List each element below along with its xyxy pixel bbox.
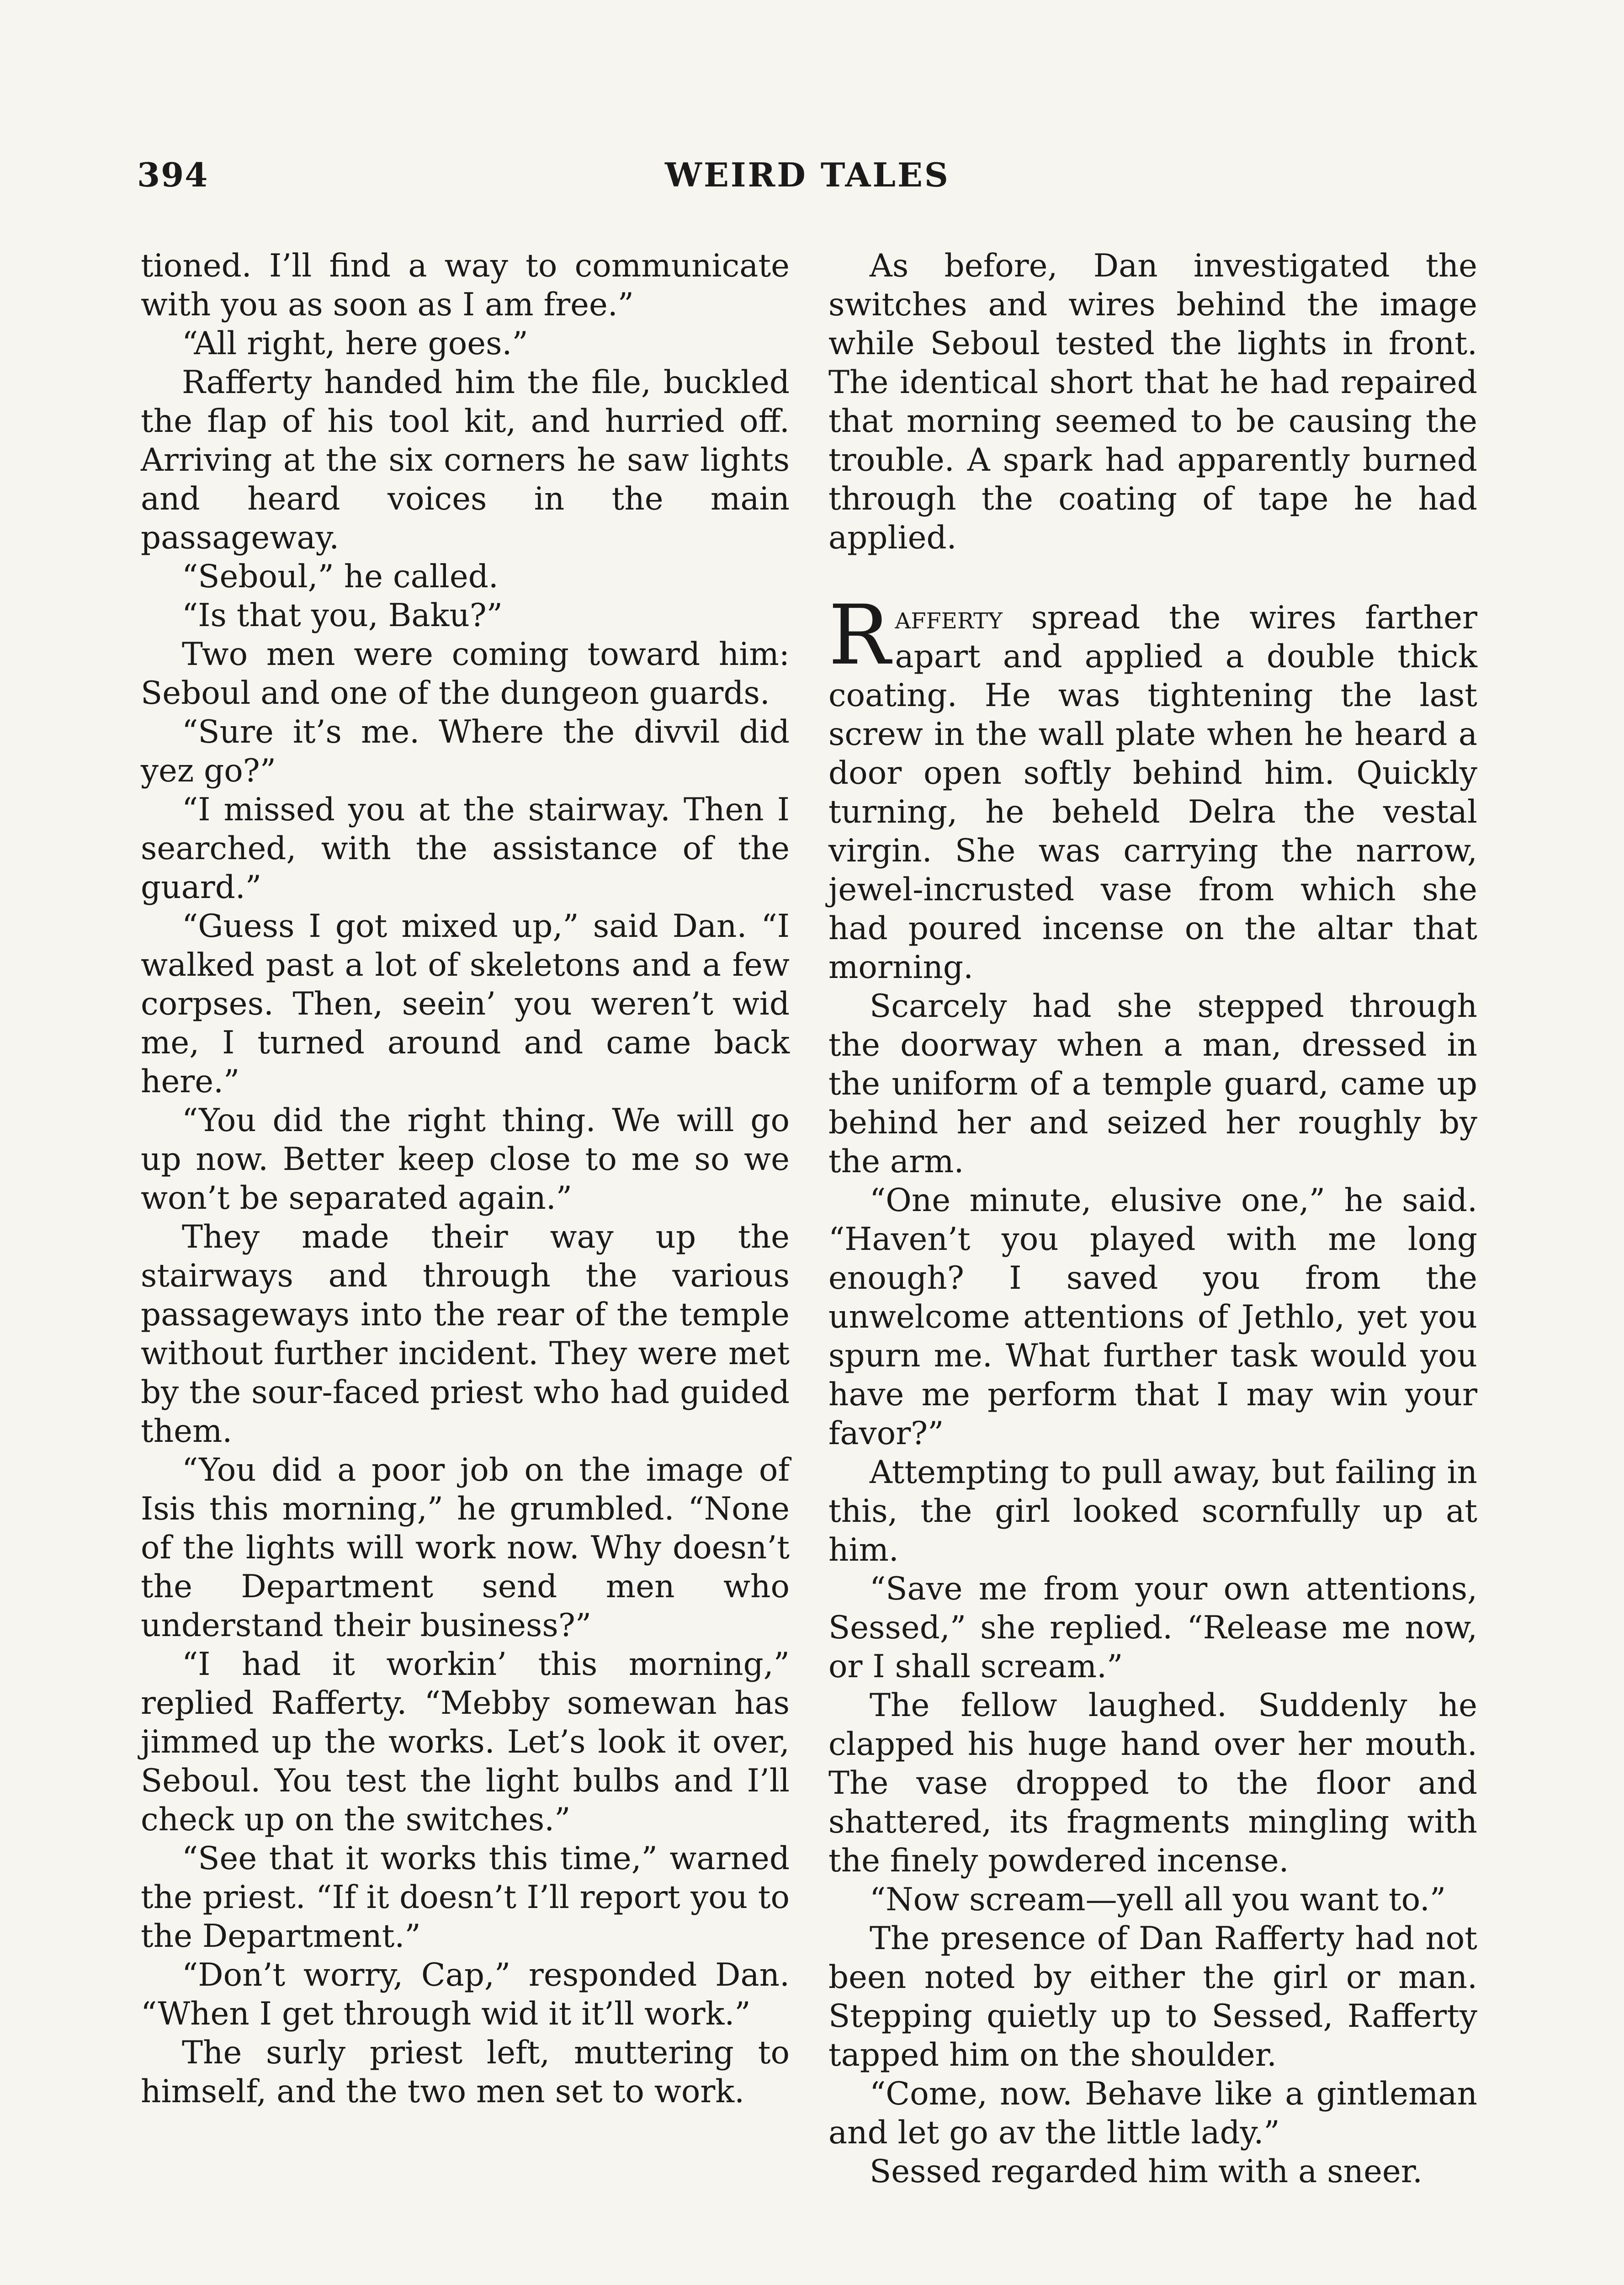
paragraph: Attempting to pull away, but failing in this, the girl looked scornfully up at him. xyxy=(828,1454,1477,1568)
paragraph: “Is that you, Baku?” xyxy=(182,597,503,634)
section-text: spread the wires farther apart and applied a double thick coating. He was tightening the last screw in the wall plate when he heard a door open softly behind him. Quickly turning, he beheld Delra the vestal virgin. She was carrying the narrow, jewel-incrusted vase from which she had poured incense on the altar that morning. xyxy=(828,600,1477,986)
small-caps-lead: afferty xyxy=(895,600,1003,636)
right-column xyxy=(828,247,1477,2191)
paragraph: As before, Dan investigated the switches and wires behind the image while Seboul tested the lights in front. The identical short that he had repaired that morning seemed to be causing the trouble. A spark had apparently burned through the coating of tape he had applied. xyxy=(828,248,1477,556)
drop-cap: R xyxy=(828,588,891,683)
running-head: WEIRD TALES xyxy=(665,155,950,194)
paragraph: Scarcely had she stepped through the doorway when a man, dressed in the uniform of a temple guard, came up behind her and seized her roughly by the arm. xyxy=(828,988,1477,1180)
paragraph: “Seboul,” he called. xyxy=(182,558,499,595)
page-header xyxy=(137,146,1478,201)
paragraph: Rafferty handed him the file, buckled the flap of his tool kit, and hurried off. Arriving at the six corners he saw lights and heard voices in the main passageway. xyxy=(141,364,790,556)
paragraph: Two men were coming toward him: Seboul and one of the dungeon guards. xyxy=(141,636,790,712)
page-number: 394 xyxy=(137,155,209,194)
paragraph: “All right, here goes.” xyxy=(182,325,528,362)
paragraph: Sessed regarded him with a sneer. xyxy=(870,2153,1423,2190)
paragraph: “You did a poor job on the image of Isis this morning,” he grumbled. “None of the lights will work now. Why doesn’t the Department send men who understand their business?” xyxy=(141,1452,790,1644)
paragraph: The presence of Dan Rafferty had not been noted by either the girl or man. Stepping quietly up to Sessed, Rafferty tapped him on the shoulder. xyxy=(828,1920,1477,2073)
paragraph: tioned. I’ll find a way to communicate with you as soon as I am free.” xyxy=(141,248,790,323)
paragraph: “Now scream—yell all you want to.” xyxy=(870,1881,1446,1918)
paragraph: “One minute, elusive one,” he said. “Haven’t you played with me long enough? I saved you from the unwelcome attentions of Jethlo, yet you spurn me. What further task would you have me perform that I may win your favor?” xyxy=(828,1182,1477,1452)
paragraph: “I had it workin’ this morning,” replied Rafferty. “Mebby somewan has jimmed up the works. Let’s look it over, Seboul. You test the light bulbs and I’ll check up on the switches.” xyxy=(141,1646,790,1838)
paragraph: The fellow laughed. Suddenly he clapped his huge hand over her mouth. The vase dropped to the floor and shattered, its fragments mingling with the finely powdered incense. xyxy=(828,1687,1477,1879)
paragraph: “See that it works this time,” warned the priest. “If it doesn’t I’ll report you to the Department.” xyxy=(141,1840,790,1955)
section-opening-paragraph xyxy=(828,588,1477,987)
paragraph: They made their way up the stairways and through the various passageways into the rear of the temple without further incident. They were met by the sour-faced priest who had guided them. xyxy=(141,1219,790,1450)
left-column xyxy=(141,247,790,2111)
paragraph: “Save me from your own attentions, Sessed,” she replied. “Release me now, or I shall scream.” xyxy=(828,1571,1477,1685)
paragraph: “I missed you at the stairway. Then I searched, with the assistance of the guard.” xyxy=(141,792,790,906)
paragraph: “Don’t worry, Cap,” responded Dan. “When I get through wid it it’ll work.” xyxy=(141,1957,790,2032)
paragraph: “Guess I got mixed up,” said Dan. “I walked past a lot of skeletons and a few corpses. Then, seein’ you weren’t wid me, I turned around and came back here.” xyxy=(141,908,790,1100)
paragraph: “Come, now. Behave like a gintleman and let go av the little lady.” xyxy=(828,2076,1477,2151)
paragraph: “Sure it’s me. Where the divvil did yez go?” xyxy=(141,714,790,789)
paragraph: “You did the right thing. We will go up now. Better keep close to me so we won’t be separated again.” xyxy=(141,1102,790,1217)
paragraph: The surly priest left, muttering to himself, and the two men set to work. xyxy=(141,2035,790,2110)
